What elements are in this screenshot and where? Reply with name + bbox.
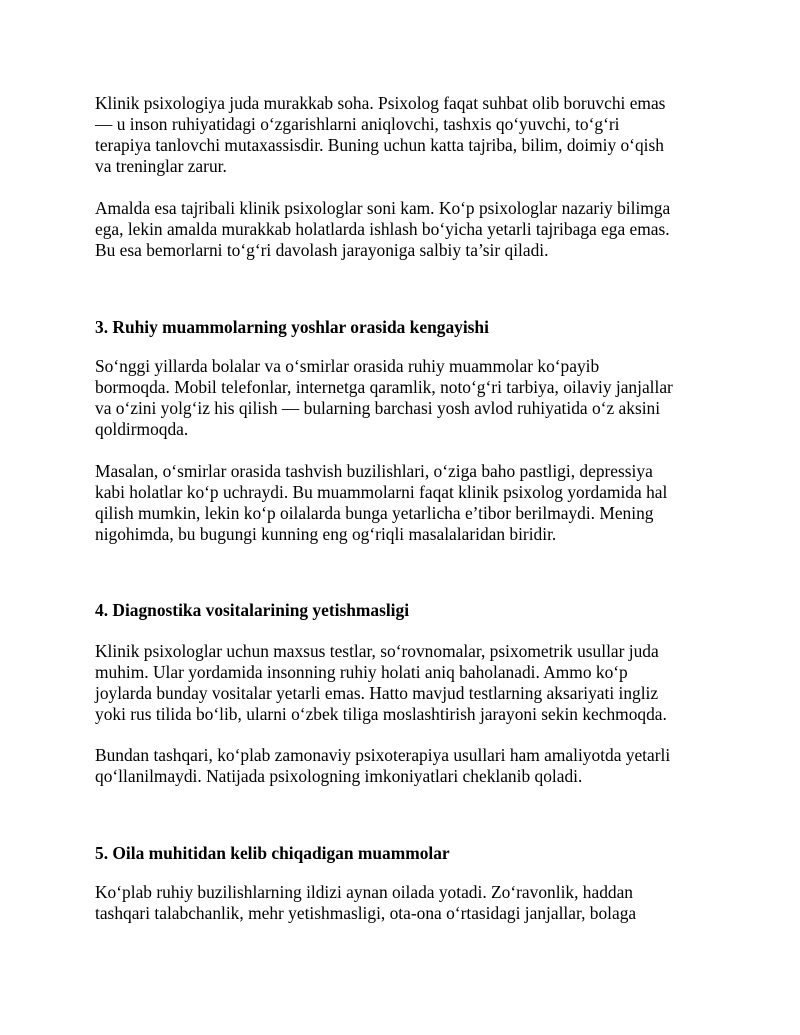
text-line: Bu esa bemorlarni to‘g‘ri davolash jarayoniga salbiy ta’sir qiladi.	[95, 240, 549, 260]
paragraph	[95, 882, 735, 924]
paragraph	[95, 745, 735, 787]
text-line: terapiya tanlovchi mutaxassisdir. Buning uchun katta tajriba, bilim, doimiy o‘qish	[95, 135, 664, 155]
text-line: Amalda esa tajribali klinik psixologlar soni kam. Ko‘p psixologlar nazariy bilimga	[95, 198, 671, 218]
section-heading	[95, 843, 735, 864]
text-line: Bundan tashqari, ko‘plab zamonaviy psixoterapiya usullari ham amaliyotda yetarli	[95, 745, 671, 765]
text-line: Ko‘plab ruhiy buzilishlarning ildizi aynan oilada yotadi. Zo‘ravonlik, haddan	[95, 882, 634, 902]
heading-text: 4. Diagnostika vositalarining yetishmasligi	[95, 600, 410, 620]
text-line: va o‘zini yolg‘iz his qilish — bularning barchasi yosh avlod ruhiyatida o‘z aksini	[95, 398, 661, 418]
paragraph	[95, 198, 735, 261]
text-line: tashqari talabchanlik, mehr yetishmasligi, ota-ona o‘rtasidagi janjallar, bolaga	[95, 903, 637, 923]
text-line: nigohimda, bu bugungi kunning eng og‘riqli masalalaridan biridir.	[95, 524, 557, 544]
section-heading	[95, 317, 735, 338]
text-line: So‘nggi yillarda bolalar va o‘smirlar orasida ruhiy muammolar ko‘payib	[95, 356, 600, 376]
text-line: joylarda bunday vositalar yetarli emas. Hatto mavjud testlarning aksariyati ingliz	[95, 683, 659, 703]
text-line: Klinik psixologlar uchun maxsus testlar, so‘rovnomalar, psixometrik usullar juda	[95, 641, 659, 661]
text-line: bormoqda. Mobil telefonlar, internetga qaramlik, noto‘g‘ri tarbiya, oilaviy janjallar	[95, 377, 673, 397]
paragraph	[95, 641, 735, 725]
section-heading	[95, 600, 735, 621]
paragraph	[95, 93, 735, 177]
text-line: qilish mumkin, lekin ko‘p oilalarda bunga yetarlicha e’tibor berilmaydi. Mening	[95, 503, 654, 523]
text-line: Masalan, o‘smirlar orasida tashvish buzilishlari, o‘ziga baho pastligi, depressiya	[95, 461, 653, 481]
text-line: muhim. Ular yordamida insonning ruhiy holati aniq baholanadi. Ammo ko‘p	[95, 662, 628, 682]
paragraph	[95, 356, 735, 440]
text-line: kabi holatlar ko‘p uchraydi. Bu muammolarni faqat klinik psixolog yordamida hal	[95, 482, 668, 502]
heading-text: 3. Ruhiy muammolarning yoshlar orasida kengayishi	[95, 317, 489, 337]
heading-text: 5. Oila muhitidan kelib chiqadigan muammolar	[95, 843, 450, 863]
text-line: qoldirmoqda.	[95, 419, 189, 439]
text-line: yoki rus tilida bo‘lib, ularni o‘zbek tiliga moslashtirish jarayoni sekin kechmoqda.	[95, 704, 667, 724]
text-line: Klinik psixologiya juda murakkab soha. Psixolog faqat suhbat olib boruvchi emas	[95, 93, 666, 113]
text-line: va treninglar zarur.	[95, 156, 227, 176]
text-line: ega, lekin amalda murakkab holatlarda ishlash bo‘yicha yetarli tajribaga ega emas.	[95, 219, 670, 239]
text-line: qo‘llanilmaydi. Natijada psixologning imkoniyatlari cheklanib qoladi.	[95, 766, 583, 786]
paragraph	[95, 461, 735, 545]
text-line: — u inson ruhiyatidagi o‘zgarishlarni aniqlovchi, tashxis qo‘yuvchi, to‘g‘ri	[95, 114, 620, 134]
